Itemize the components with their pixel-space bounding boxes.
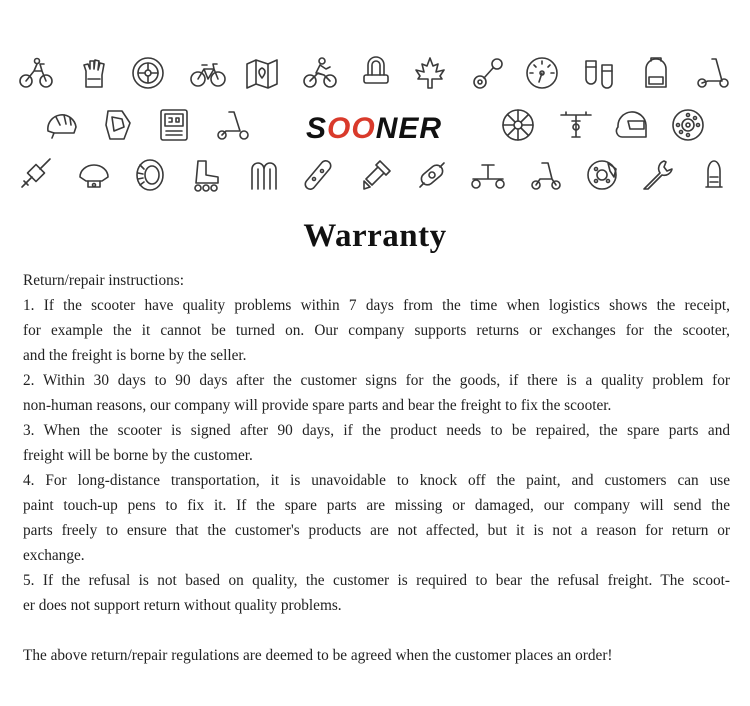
instructions-heading: Return/repair instructions: [23,272,185,289]
pump-icon [358,157,394,193]
lcd-display-icon [156,107,192,143]
paragraph-line: for example the it cannot be turned on. Our company supports returns or exchanges for the scooter, [23,322,730,339]
scooter-side-icon [528,157,564,193]
kids-bike-icon [18,55,54,91]
icon-band [0,0,750,200]
warranty-text [23,268,730,618]
battery-pack-icon [414,157,450,193]
backpack-icon [638,55,674,91]
bicycle-icon [190,55,226,91]
u-lock-icon [358,55,394,91]
tail-light-icon [696,157,732,193]
skateboard-icon [300,157,336,193]
kick-scooter-icon [694,55,730,91]
inner-tube-icon [246,157,282,193]
brake-disc-icon [670,107,706,143]
paragraph-line: er does not support return without quality problems. [23,597,342,614]
paragraph-line: parts freely to ensure that the customer's products are not affected, but it is not a reason for return or [23,522,730,539]
hoverboard-icon [470,157,506,193]
speedometer-icon [524,55,560,91]
knee-pads-icon [582,55,618,91]
maple-leaf-icon [412,55,448,91]
paragraph-line: and the freight is borne by the seller. [23,347,247,364]
paragraph-line: 3. When the scooter is signed after 90 days, if the product needs to be repaired, the spare parts and [23,422,730,439]
paragraph-line: 2. Within 30 days to 90 days after the customer signs for the goods, if there is a quality problem for [23,372,730,389]
cyclist-icon [302,55,338,91]
wrench-icon [640,157,676,193]
glove-icon [76,55,112,91]
paragraph-line: 1. If the scooter have quality problems within 7 days from the time when logistics shows the receipt, [23,297,730,314]
bottle-opener-icon [470,55,506,91]
electric-scooter-icon [214,107,250,143]
paragraph-line: freight will be borne by the customer. [23,447,253,464]
map-pin-icon [244,55,280,91]
handlebar-grip-icon [18,157,54,193]
roller-skate-icon [188,157,224,193]
wheel-icon [130,55,166,91]
disc-brake-icon [584,157,620,193]
elbow-pad-icon [100,107,136,143]
handlebar-icon [558,107,594,143]
paragraph-line: non-human reasons, our company will provide spare parts and bear the freight to fix the scooter. [23,397,612,414]
paragraph-line: exchange. [23,547,85,564]
page-title: Warranty [303,218,447,254]
paragraph-line: 4. For long-distance transportation, it is unavoidable to knock off the paint, and customers can use [23,472,730,489]
rider-helmet-icon [76,157,112,193]
sooner-logo [304,108,454,148]
full-face-helmet-icon [614,107,650,143]
helmet-icon [44,107,80,143]
logo-text: SOONER [306,112,443,145]
agreement-note: The above return/repair regulations are deemed to be agreed when the customer places an order! [23,647,613,664]
cycling-wheel-icon [500,107,536,143]
tire-icon [132,157,168,193]
paragraph-line: 5. If the refusal is not based on quality, the customer is required to bear the refusal freight. The scoot- [23,572,730,589]
paragraph-line: paint touch-up pens to fix it. If the spare parts are missing or damaged, our company will send the [23,497,730,514]
